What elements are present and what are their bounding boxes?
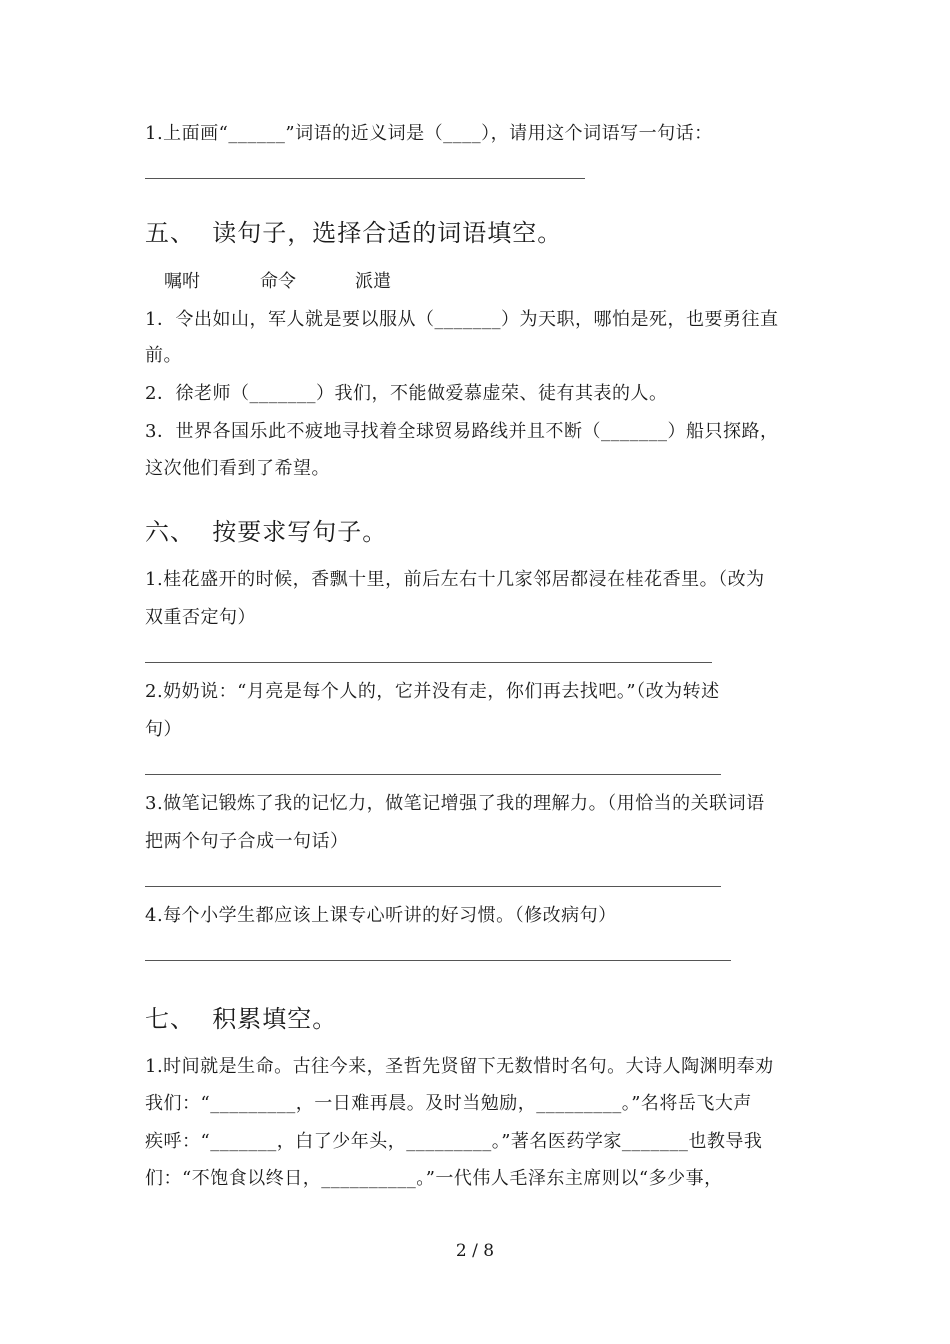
question-5-3-line-2: 这次他们看到了希望。 [145, 458, 330, 479]
question-7-1-line-4: 们：“不饱食以终日，__________。”一代伟人毛泽东主席则以“多少事， [145, 1168, 723, 1189]
section-7-title: 七、 积累填空。 [145, 1005, 338, 1033]
question-6-3-line-1: 3.做笔记锻炼了我的记忆力，做笔记增强了我的理解力。（用恰当的关联词语 [145, 793, 765, 814]
answer-line[interactable] [145, 960, 731, 961]
answer-line[interactable] [145, 774, 721, 775]
word-choice-1: 嘱咐 [164, 271, 200, 292]
question-6-2-line-1: 2.奶奶说：“月亮是每个人的，它并没有走，你们再去找吧。”（改为转述 [145, 681, 720, 702]
word-choice-2: 命令 [260, 271, 296, 292]
word-choice-3: 派遣 [355, 271, 391, 292]
question-6-1-line-1: 1.桂花盛开的时候，香飘十里，前后左右十几家邻居都浸在桂花香里。（改为 [145, 569, 765, 590]
answer-line[interactable] [145, 178, 585, 179]
question-6-4: 4.每个小学生都应该上课专心听讲的好习惯。（修改病句） [145, 905, 617, 926]
question-5-1-line-1: 1．令出如山，军人就是要以服从（_______）为天职，哪怕是死，也要勇往直 [145, 309, 779, 330]
section-6-title: 六、 按要求写句子。 [145, 518, 388, 546]
question-6-1-line-2: 双重否定句） [145, 607, 256, 628]
answer-line[interactable] [145, 886, 721, 887]
question-7-1-line-3: 疾呼：“_______，白了少年头，_________。”著名医药学家_______也教导我 [145, 1131, 763, 1152]
section-5-title: 五、 读句子，选择合适的词语填空。 [145, 219, 563, 247]
question-7-1-line-2: 我们：“_________，一日难再晨。及时当勉励，_________。”名将岳飞大声 [145, 1093, 752, 1114]
answer-line[interactable] [145, 662, 712, 663]
question-6-3-line-2: 把两个句子合成一句话） [145, 831, 349, 852]
question-5-2: 2．徐老师（_______）我们，不能做爱慕虚荣、徒有其表的人。 [145, 383, 668, 404]
question-5-3-line-1: 3．世界各国乐此不疲地寻找着全球贸易路线并且不断（_______）船只探路， [145, 421, 779, 442]
page-number: 2 / 8 [455, 1241, 495, 1261]
question-4-1: 1.上面画“______”词语的近义词是（____），请用这个词语写一句话： [145, 123, 713, 144]
question-7-1-line-1: 1.时间就是生命。古往今来，圣哲先贤留下无数惜时名句。大诗人陶渊明奉劝 [145, 1056, 774, 1077]
question-6-2-line-2: 句） [145, 719, 182, 740]
question-5-1-line-2: 前。 [145, 345, 182, 366]
